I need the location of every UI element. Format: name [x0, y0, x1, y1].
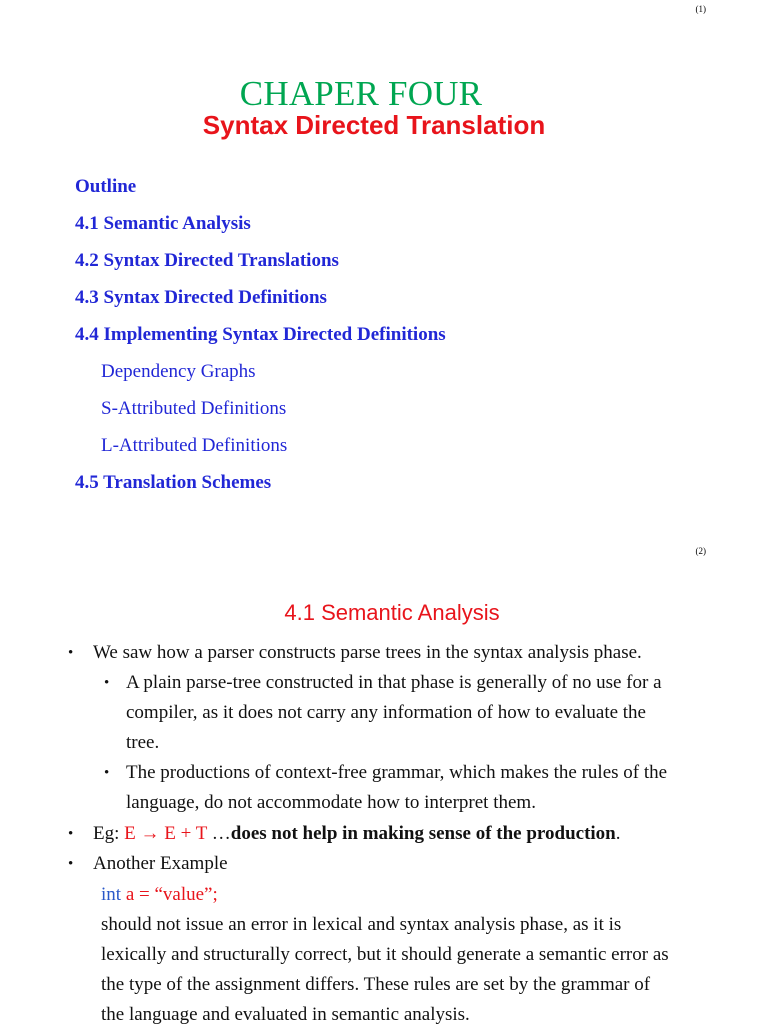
paragraph-line: should not issue an error in lexical and syntax analysis phase, as it is: [101, 914, 622, 935]
bullet-marker: •: [104, 765, 110, 781]
sub-bullet-text: A plain parse-tree constructed in that phase is generally of no use for a: [126, 672, 662, 693]
sub-bullet-text: compiler, as it does not carry any information of how to evaluate the: [126, 702, 646, 723]
outline-subitem: S-Attributed Definitions: [101, 398, 287, 419]
outline-item: 4.1 Semantic Analysis: [75, 213, 251, 234]
outline-subitem: L-Attributed Definitions: [101, 435, 288, 456]
code-line: [101, 884, 218, 906]
code-keyword: int: [101, 884, 122, 905]
example-label: Eg:: [93, 823, 125, 844]
example-line: [93, 823, 621, 845]
bullet-text: We saw how a parser constructs parse trees in the syntax analysis phase.: [93, 642, 642, 663]
outline-heading: Outline: [75, 176, 137, 197]
paragraph-line: the type of the assignment differs. These rules are set by the grammar of: [101, 974, 651, 995]
paragraph-line: the language and evaluated in semantic analysis.: [101, 1004, 470, 1025]
outline-subitem: Dependency Graphs: [101, 361, 256, 382]
paragraph-line: lexically and structurally correct, but it should generate a semantic error as: [101, 944, 669, 965]
example-production: E → E + T: [124, 823, 207, 844]
chapter-title: CHAPER FOUR: [239, 74, 483, 113]
example-period: .: [615, 823, 621, 844]
outline-item: 4.3 Syntax Directed Definitions: [75, 287, 327, 308]
page-number-1: (1): [695, 4, 706, 14]
page-number-2: (2): [695, 546, 706, 556]
outline-item: 4.2 Syntax Directed Translations: [75, 250, 339, 271]
outline-item: 4.4 Implementing Syntax Directed Definitions: [75, 324, 446, 345]
bullet-marker: •: [68, 856, 74, 872]
bullet-marker: •: [68, 645, 74, 661]
example-ellipsis: …: [207, 823, 231, 844]
outline-item: 4.5 Translation Schemes: [75, 472, 272, 493]
sub-bullet-text: The productions of context-free grammar, which makes the rules of the: [126, 762, 668, 783]
sub-bullet-text: language, do not accommodate how to interpret them.: [126, 792, 536, 813]
bullet-marker: •: [104, 675, 110, 691]
section-title: 4.1 Semantic Analysis: [284, 600, 500, 625]
chapter-subtitle: Syntax Directed Translation: [202, 110, 546, 140]
sub-bullet-text: tree.: [126, 732, 160, 753]
bullet-text: Another Example: [93, 853, 228, 874]
example-remark: does not help in making sense of the production: [230, 823, 616, 844]
code-statement: a = “value”;: [121, 884, 218, 905]
bullet-marker: •: [68, 826, 74, 842]
